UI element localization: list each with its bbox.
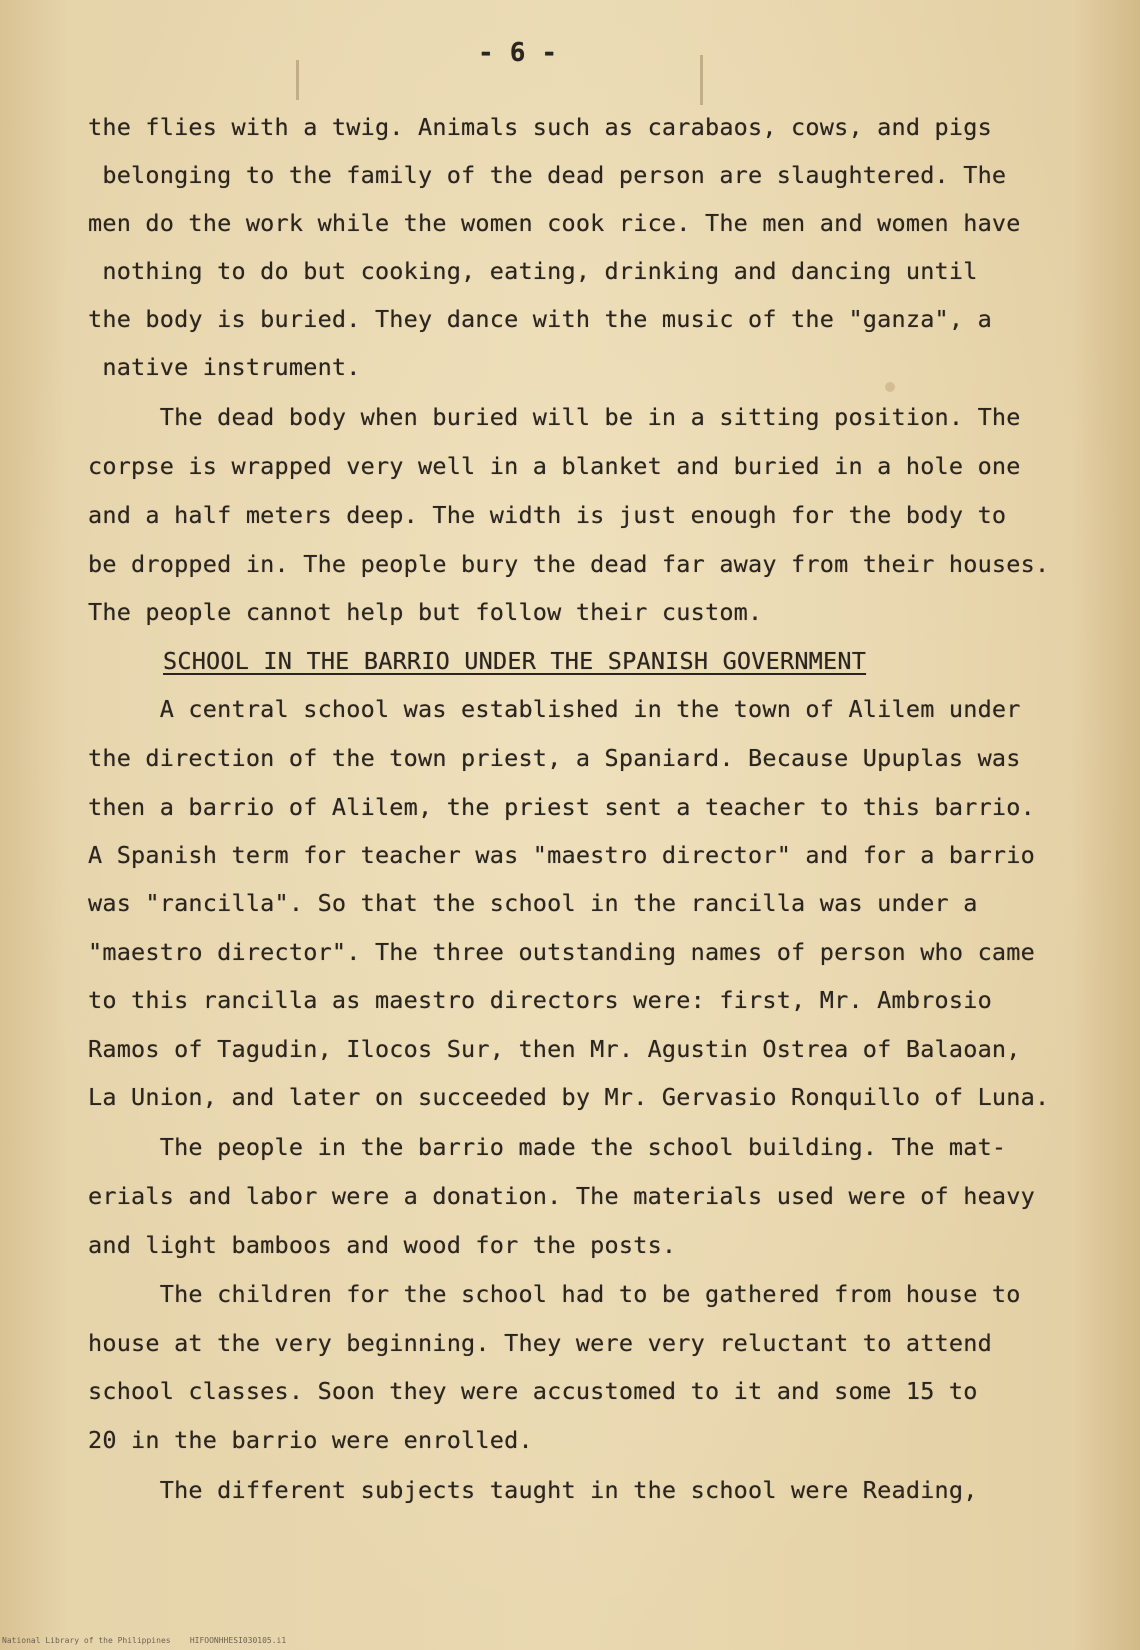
text-line: the body is buried. They dance with the music of the "ganza", a <box>88 305 992 333</box>
text-line: erials and labor were a donation. The materials used were of heavy <box>88 1182 1035 1210</box>
text-line: La Union, and later on succeeded by Mr. Gervasio Ronquillo of Luna. <box>88 1083 1050 1111</box>
text-line: house at the very beginning. They were very reluctant to attend <box>88 1329 992 1357</box>
paper-stain <box>885 382 895 392</box>
text-line: was "rancilla". So that the school in the rancilla was under a <box>88 889 978 917</box>
text-line: A central school was established in the town of Alilem under <box>88 695 1021 723</box>
section-heading: SCHOOL IN THE BARRIO UNDER THE SPANISH GOVERNMENT <box>163 647 867 675</box>
text-line: be dropped in. The people bury the dead far away from their houses. <box>88 550 1050 578</box>
text-line: The different subjects taught in the school were Reading, <box>88 1476 978 1504</box>
text-line: nothing to do but cooking, eating, drinking and dancing until <box>88 257 978 285</box>
text-line: 20 in the barrio were enrolled. <box>88 1426 533 1454</box>
text-line: A Spanish term for teacher was "maestro director" and for a barrio <box>88 841 1035 869</box>
text-line: to this rancilla as maestro directors were: first, Mr. Ambrosio <box>88 986 992 1014</box>
text-line: The people in the barrio made the school building. The mat- <box>88 1133 1007 1161</box>
page-number: - 6 - <box>478 38 558 68</box>
paper-crease <box>296 60 299 100</box>
text-line: the direction of the town priest, a Spaniard. Because Upuplas was <box>88 744 1021 772</box>
text-line: belonging to the family of the dead person are slaughtered. The <box>88 161 1007 189</box>
paper-crease <box>700 55 703 105</box>
text-line: and light bamboos and wood for the posts. <box>88 1231 677 1259</box>
text-line: The children for the school had to be gathered from house to <box>88 1280 1021 1308</box>
text-line: "maestro director". The three outstanding names of person who came <box>88 938 1035 966</box>
text-line: school classes. Soon they were accustomed to it and some 15 to <box>88 1377 978 1405</box>
archive-footer: National Library of the Philippines HIFOONHHESI030105.i1 <box>2 1636 287 1645</box>
text-line: and a half meters deep. The width is just enough for the body to <box>88 501 1007 529</box>
text-line: Ramos of Tagudin, Ilocos Sur, then Mr. Agustin Ostrea of Balaoan, <box>88 1035 1021 1063</box>
text-line: the flies with a twig. Animals such as carabaos, cows, and pigs <box>88 113 992 141</box>
text-line: native instrument. <box>88 353 361 381</box>
text-line: The people cannot help but follow their custom. <box>88 598 763 626</box>
text-line: then a barrio of Alilem, the priest sent a teacher to this barrio. <box>88 793 1035 821</box>
text-line: men do the work while the women cook rice. The men and women have <box>88 209 1021 237</box>
text-line: corpse is wrapped very well in a blanket and buried in a hole one <box>88 452 1021 480</box>
text-line: The dead body when buried will be in a sitting position. The <box>88 403 1021 431</box>
